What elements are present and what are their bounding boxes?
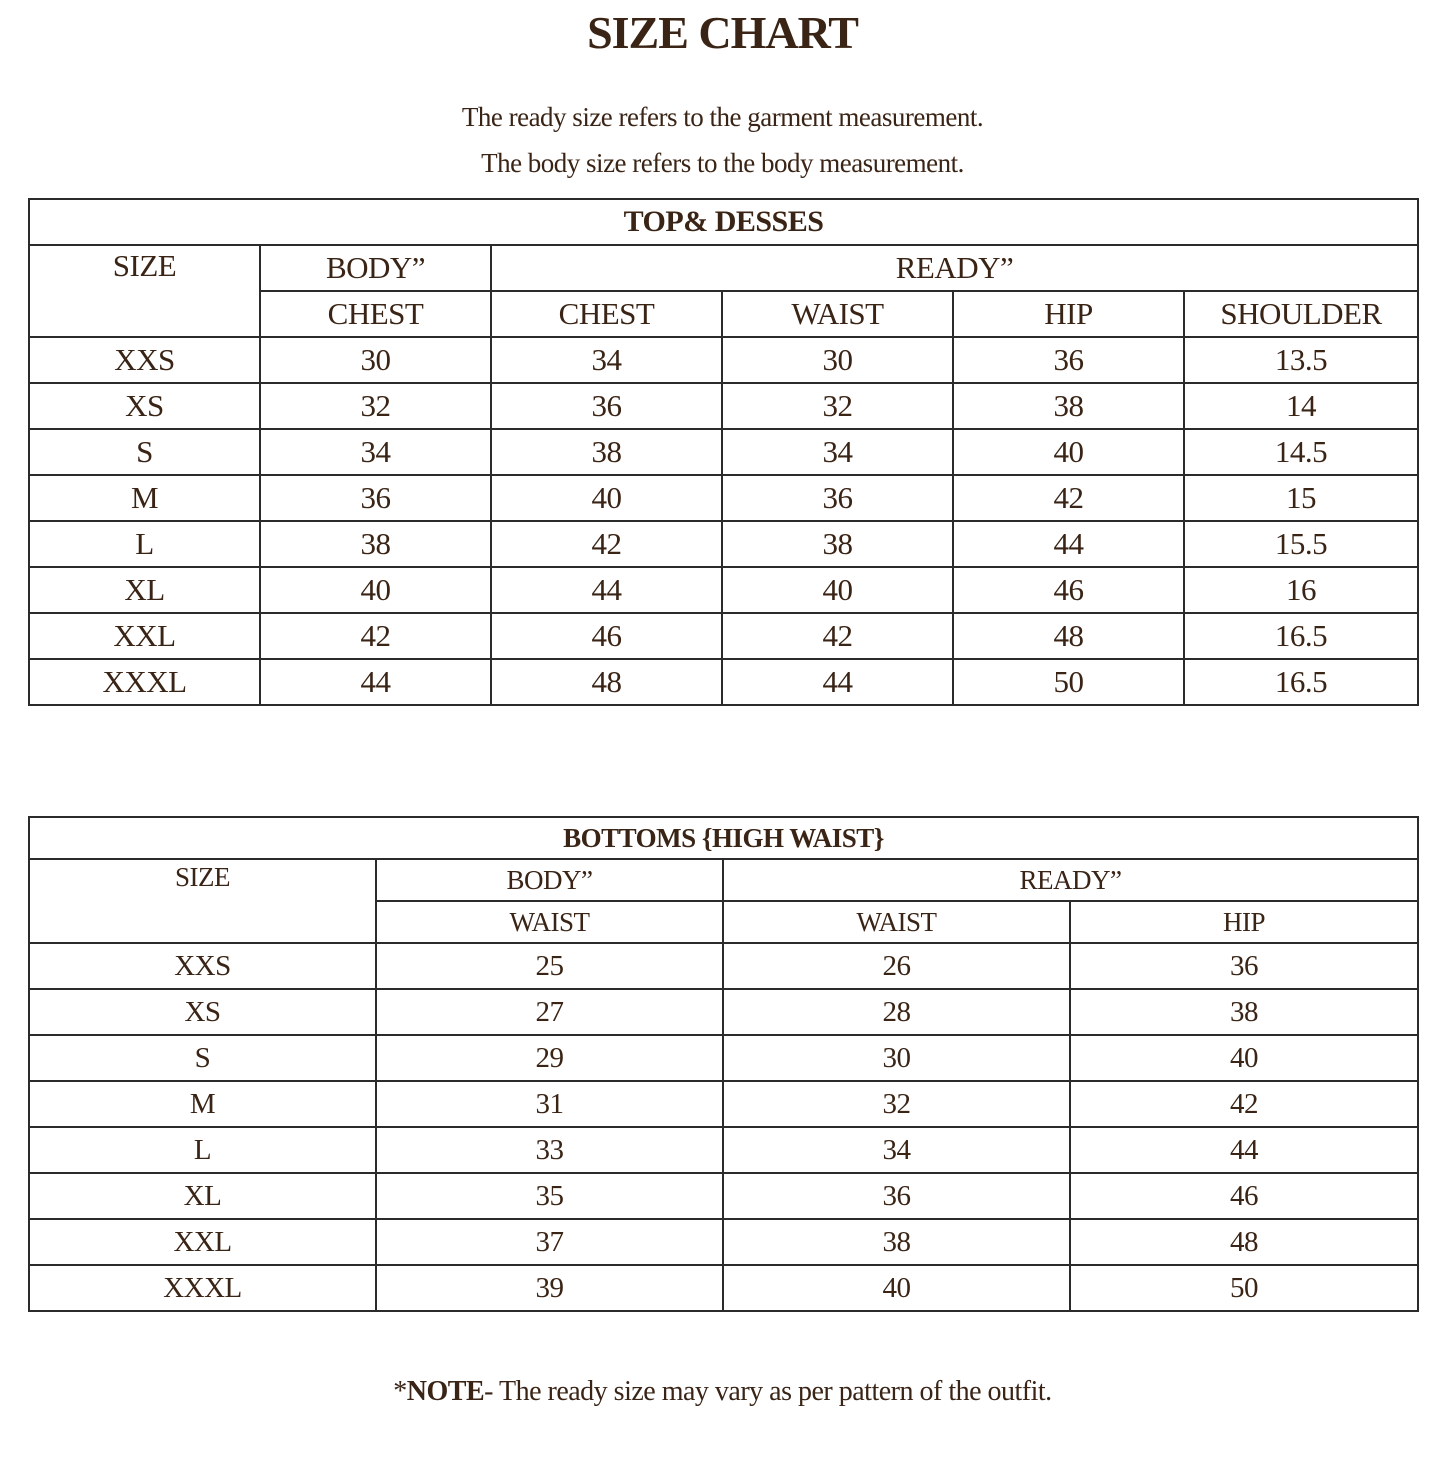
bottoms-ready-header: READY” (723, 859, 1418, 901)
measurement-cell: 32 (260, 383, 491, 429)
measurement-cell: 36 (491, 383, 722, 429)
table-row (29, 337, 1418, 383)
measurement-cell: 38 (1070, 989, 1418, 1035)
measurement-cell: 35 (376, 1173, 723, 1219)
note-label: NOTE (406, 1376, 485, 1407)
tops-dresses-table (28, 198, 1419, 706)
measurement-cell: 39 (376, 1265, 723, 1311)
measurement-cell: 14.5 (1184, 429, 1418, 475)
measurement-cell: 36 (953, 337, 1184, 383)
measurement-cell: 40 (723, 1265, 1070, 1311)
measurement-cell: 50 (953, 659, 1184, 705)
measurement-cell: 42 (722, 613, 953, 659)
table-row (29, 521, 1418, 567)
measurement-cell: 37 (376, 1219, 723, 1265)
measurement-cell: 38 (260, 521, 491, 567)
measurement-cell: 16 (1184, 567, 1418, 613)
table-row (29, 1127, 1418, 1173)
measurement-cell: 29 (376, 1035, 723, 1081)
tops-col-header: CHEST (260, 291, 491, 337)
measurement-cell: 36 (1070, 943, 1418, 989)
measurement-cell: 38 (953, 383, 1184, 429)
table-row (29, 475, 1418, 521)
measurement-cell: 38 (491, 429, 722, 475)
measurement-cell: 25 (376, 943, 723, 989)
table-row (29, 567, 1418, 613)
measurement-cell: 46 (953, 567, 1184, 613)
table-row (29, 1265, 1418, 1311)
size-cell: XXXL (29, 659, 260, 705)
measurement-cell: 30 (723, 1035, 1070, 1081)
measurement-cell: 31 (376, 1081, 723, 1127)
table-row (29, 1081, 1418, 1127)
measurement-cell: 34 (491, 337, 722, 383)
measurement-cell: 48 (953, 613, 1184, 659)
bottoms-size-header: SIZE (29, 859, 376, 943)
table-row (29, 383, 1418, 429)
table-row (29, 429, 1418, 475)
size-cell: XXXL (29, 1265, 376, 1311)
measurement-cell: 46 (491, 613, 722, 659)
table-row (29, 943, 1418, 989)
measurement-cell: 42 (491, 521, 722, 567)
table-row (29, 613, 1418, 659)
size-cell: L (29, 1127, 376, 1173)
measurement-cell: 42 (260, 613, 491, 659)
measurement-cell: 48 (1070, 1219, 1418, 1265)
measurement-cell: 44 (1070, 1127, 1418, 1173)
bottoms-body-header: BODY” (376, 859, 723, 901)
size-cell: XL (29, 567, 260, 613)
measurement-cell: 34 (722, 429, 953, 475)
size-cell: XXS (29, 337, 260, 383)
measurement-cell: 38 (722, 521, 953, 567)
size-cell: M (29, 1081, 376, 1127)
bottoms-col-header: HIP (1070, 901, 1418, 943)
measurement-cell: 13.5 (1184, 337, 1418, 383)
tops-col-header: SHOULDER (1184, 291, 1418, 337)
measurement-cell: 32 (723, 1081, 1070, 1127)
measurement-cell: 16.5 (1184, 659, 1418, 705)
bottoms-col-header: WAIST (376, 901, 723, 943)
measurement-cell: 36 (722, 475, 953, 521)
table-row (29, 1173, 1418, 1219)
measurement-cell: 40 (260, 567, 491, 613)
measurement-cell: 40 (1070, 1035, 1418, 1081)
size-cell: XL (29, 1173, 376, 1219)
tops-size-header: SIZE (29, 245, 260, 337)
measurement-cell: 40 (722, 567, 953, 613)
table-row (29, 1035, 1418, 1081)
tops-col-header: HIP (953, 291, 1184, 337)
measurement-cell: 44 (491, 567, 722, 613)
measurement-cell: 33 (376, 1127, 723, 1173)
size-cell: XXL (29, 1219, 376, 1265)
measurement-cell: 46 (1070, 1173, 1418, 1219)
note-prefix: * (393, 1376, 407, 1407)
note-text: - The ready size may vary as per pattern of the outfit. (484, 1376, 1052, 1407)
footer-note (0, 1376, 1445, 1408)
size-cell: S (29, 429, 260, 475)
measurement-cell: 34 (723, 1127, 1070, 1173)
measurement-cell: 14 (1184, 383, 1418, 429)
measurement-cell: 38 (723, 1219, 1070, 1265)
measurement-cell: 42 (1070, 1081, 1418, 1127)
size-cell: XXS (29, 943, 376, 989)
measurement-cell: 16.5 (1184, 613, 1418, 659)
bottoms-table (28, 816, 1419, 1312)
subtitle-ready-size: The ready size refers to the garment measurement. (461, 102, 984, 132)
table-row (29, 1219, 1418, 1265)
measurement-cell: 28 (723, 989, 1070, 1035)
measurement-cell: 36 (260, 475, 491, 521)
measurement-cell: 15.5 (1184, 521, 1418, 567)
bottoms-table-caption: BOTTOMS {HIGH WAIST} (29, 817, 1418, 859)
measurement-cell: 34 (260, 429, 491, 475)
tops-ready-header: READY” (491, 245, 1418, 291)
measurement-cell: 30 (260, 337, 491, 383)
measurement-cell: 42 (953, 475, 1184, 521)
measurement-cell: 44 (260, 659, 491, 705)
measurement-cell: 36 (723, 1173, 1070, 1219)
measurement-cell: 32 (722, 383, 953, 429)
page-title: SIZE CHART (587, 7, 858, 58)
measurement-cell: 40 (491, 475, 722, 521)
size-cell: XXL (29, 613, 260, 659)
bottoms-col-header: WAIST (723, 901, 1070, 943)
tops-body-header: BODY” (260, 245, 491, 291)
size-cell: XS (29, 989, 376, 1035)
measurement-cell: 26 (723, 943, 1070, 989)
tops-col-header: WAIST (722, 291, 953, 337)
measurement-cell: 27 (376, 989, 723, 1035)
subtitle-body-size: The body size refers to the body measurement. (481, 148, 964, 178)
tops-col-header: CHEST (491, 291, 722, 337)
measurement-cell: 48 (491, 659, 722, 705)
measurement-cell: 50 (1070, 1265, 1418, 1311)
measurement-cell: 44 (722, 659, 953, 705)
measurement-cell: 40 (953, 429, 1184, 475)
size-cell: M (29, 475, 260, 521)
size-cell: L (29, 521, 260, 567)
size-cell: XS (29, 383, 260, 429)
measurement-cell: 30 (722, 337, 953, 383)
tops-table-caption: TOP& DESSES (29, 199, 1418, 245)
measurement-cell: 44 (953, 521, 1184, 567)
measurement-cell: 15 (1184, 475, 1418, 521)
table-row (29, 659, 1418, 705)
size-cell: S (29, 1035, 376, 1081)
table-row (29, 989, 1418, 1035)
